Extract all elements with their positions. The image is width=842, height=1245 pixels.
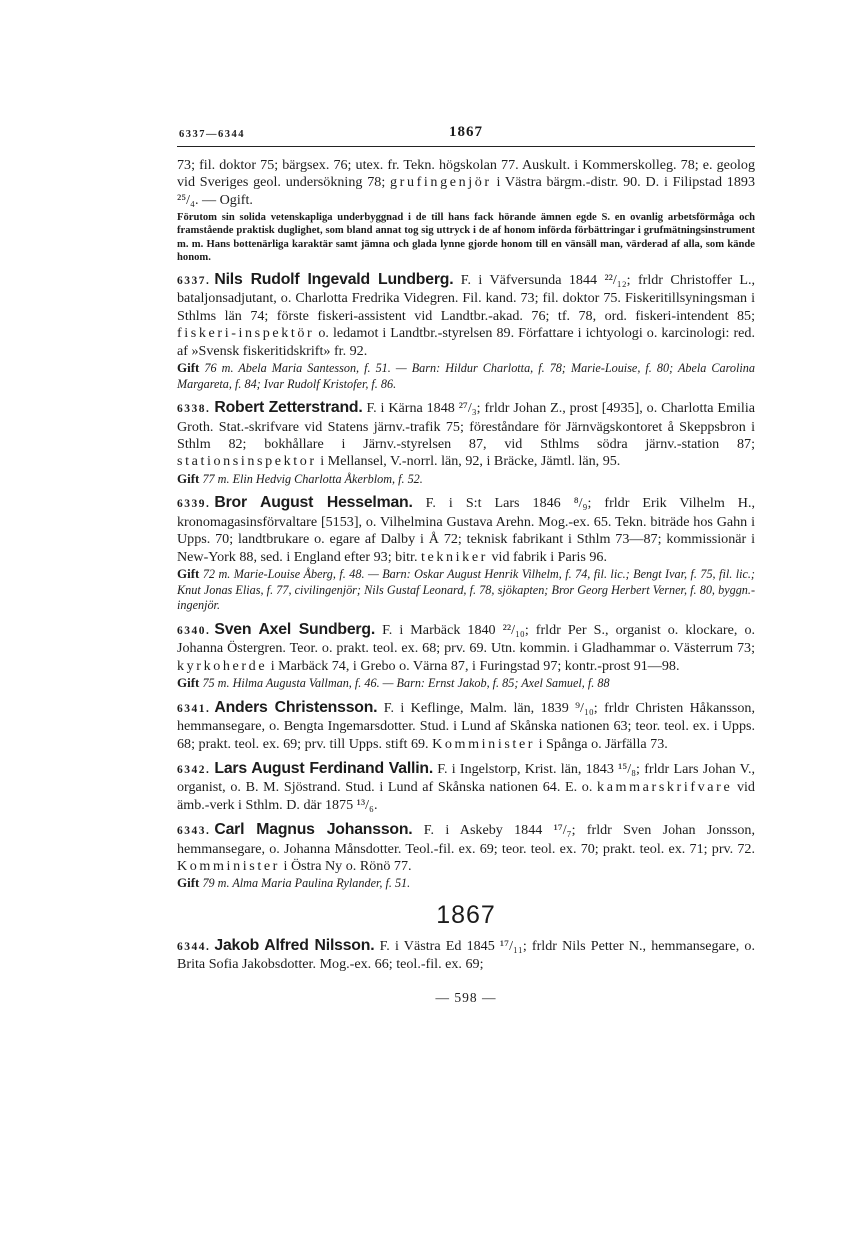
entry-6342: 6342. Lars August Ferdinand Vallin. F. i Ingelstorp, Krist. län, 1843 ¹⁵/₈; frldr Lars Johan V., organist, o. B. M. Sjöstrand. Stud. i Lund af Skånska nationen 64. E. o. kammarskrifvare vid ämb.-verk i Sthlm. D. där 1875 ¹³/₆. bbox=[177, 759, 755, 813]
entry-6337: 6337. Nils Rudolf Ingevald Lundberg. F. i Väfversunda 1844 ²²/₁₂; frldr Christoffer L., bataljonsadjutant, o. Charlotta Fredrika Videgren. Fil. kand. 73; fil. doktor 75. Fiskeritillsyningsman i Sthlms län 74; förste fiskeri-assistent vid Landtbr.-akad. 76; tf. 78, ord. fiskeri-intendent 85; fiskeri-inspektör o. ledamot i Landtbr.-styrelsen 89. Författare i ichtyologi o. karcinologi: red. af »Svensk fiskeritidskrift» fr. 92. Gift 76 m. Abela Maria Santesson, f. 51. — Barn: Hildur Charlotta, f. 78; Marie-Louise, f. 80; Abela Carolina Margareta, f. 84; Ivar Rudolf Kristofer, f. 86. bbox=[177, 271, 755, 391]
entry-number: 6341. bbox=[177, 702, 211, 715]
entry-6339: 6339. Bror August Hesselman. F. i S:t Lars 1846 ⁸/₉; frldr Erik Vilhelm H., kronomagasinsförvaltare [5153], o. Vilhelmina Gustava Arehn. Mog.-ex. 65. Tekn. biträde hos Gahn i Upps. 70; landtbrukare o. egare af Dalby i Å 72; teknisk fabrikant i Sthlm 73—87; kommissionär i New-York 88, sed. i England efter 93; bitr. tekniker vid fabrik i Paris 96. Gift 72 m. Marie-Louise Åberg, f. 48. — Barn: Oskar August Henrik Vilhelm, f. 74, fil. lic.; Bengt Ivar, f. 75, fil. lic.; Knut Jonas Elias, f. 77, civilingenjör; Nils Gustaf Leonard, f. 78, sjökapten; Bror Georg Herbert Verner, f. 80, byggn.-ingenjör. bbox=[177, 494, 756, 613]
obituary-note: Förutom sin solida vetenskapliga underbyggnad i de till hans fack hörande ämnen egde S. en ovanlig arbetsförmåga och framstående praktisk duglighet, som bland annat tog sig uttryck i de af honom införda förbättringar i grufmätningsinstrument m. m. Hans bottenärliga karaktär samt jämna och glada lynne gjorde honom till en vänsäll man, värderad af alla, som kände honom. bbox=[177, 212, 755, 263]
entry-number: 6340. bbox=[177, 624, 211, 637]
entry-number: 6339. bbox=[177, 498, 211, 511]
entry-name: Carl Magnus Johansson. bbox=[214, 821, 413, 839]
continued-entry: 73; fil. doktor 75; bärgsex. 76; utex. fr. Tekn. högskolan 77. Auskult. i Kommerskolleg. 78; e. geolog vid Sveriges geol. undersökning 78; grufingenjör i Västra bärgm.-distr. 90. D. i Filipstad 1893 ²⁵/₄. — Ogift. bbox=[177, 157, 755, 208]
marriage-line: Gift 75 m. Hilma Augusta Vallman, f. 46. — Barn: Ernst Jakob, f. 85; Axel Samuel, f. 88 bbox=[177, 675, 610, 691]
marriage-line: Gift 79 m. Alma Maria Paulina Rylander, f. 51. bbox=[177, 875, 411, 891]
entry-name: Jakob Alfred Nilsson. bbox=[214, 936, 375, 954]
running-head bbox=[177, 120, 755, 147]
entry-number: 6344. bbox=[177, 940, 211, 953]
entry-number: 6342. bbox=[177, 763, 211, 776]
entry-6340: 6340. Sven Axel Sundberg. F. i Marbäck 1840 ²²/₁₀; frldr Per S., organist o. klockare, o. Johanna Östergren. Teor. o. prakt. teol. ex. 68; prv. 69. Utn. kommin. i Gladhammar o. Västerrum 73; kyrkoherde i Marbäck 74, i Grebo o. Värna 87, i Furingstad 97; kontr.-prost 91—98. Gift 75 m. Hilma Augusta Vallman, f. 46. — Barn: Ernst Jakob, f. 85; Axel Samuel, f. 88 bbox=[177, 620, 756, 691]
entry-name: Bror August Hesselman. bbox=[214, 494, 413, 512]
entry-number: 6343. bbox=[177, 825, 211, 838]
entry-6338: 6338. Robert Zetterstrand. F. i Kärna 1848 ²⁷/₃; frldr Johan Z., prost [4935], o. Charlotta Emilia Groth. Stat.-skrifvare vid Statens järnv.-trafik 75; föreståndare för Järnvägskontoret å Skeppsbron i Sthlm 82; bokhållare i Järnv.-styrelsen 87, vid Sthlms södra järnv.-station 87; stationsinspektor i Mellansel, V.-norrl. län, 92, i Bräcke, Jämtl. län, 95. Gift 77 m. Elin Hedvig Charlotta Åkerblom, f. 52. bbox=[177, 399, 755, 486]
marriage-line: Gift 76 m. Abela Maria Santesson, f. 51. — Barn: Hildur Charlotta, f. 78; Marie-Louise, f. 80; Abela Carolina Margareta, f. 84; Ivar Rudolf Kristofer, f. 86. bbox=[177, 360, 755, 391]
marriage-line: Gift 72 m. Marie-Louise Åberg, f. 48. — Barn: Oskar August Henrik Vilhelm, f. 74, fil. lic.; Bengt Ivar, f. 75, fil. lic.; Knut Jonas Elias, f. 77, civilingenjör; Nils Gustaf Leonard, f. 78, sjökapten; Bror Georg Herbert Verner, f. 80, byggn.-ingenjör. bbox=[177, 566, 755, 613]
entry-number: 6338. bbox=[177, 403, 211, 416]
marriage-line: Gift 77 m. Elin Hedvig Charlotta Åkerblom, f. 52. bbox=[177, 470, 423, 486]
entry-name: Lars August Ferdinand Vallin. bbox=[214, 759, 434, 777]
entry-name: Robert Zetterstrand. bbox=[214, 399, 363, 417]
entry-name: Sven Axel Sundberg. bbox=[214, 620, 376, 638]
entry-6344: 6344. Jakob Alfred Nilsson. F. i Västra Ed 1845 ¹⁷/₁₁; frldr Nils Petter N., hemmansegare, o. Brita Sofia Jakobsdotter. Mog.-ex. 66; teol.-fil. ex. 69; bbox=[177, 936, 755, 973]
entry-name: Nils Rudolf Ingevald Lundberg. bbox=[214, 271, 454, 289]
entry-6343: 6343. Carl Magnus Johansson. F. i Askeby 1844 ¹⁷/₇; frldr Sven Johan Jonsson, hemmansegare, o. Johanna Månsdotter. Teol.-fil. ex. 69; teor. teol. ex. 70; prakt. teol. ex. 71; prv. 72. Komminister i Östra Ny o. Rönö 77. Gift 79 m. Alma Maria Paulina Rylander, f. 51. bbox=[177, 821, 755, 891]
entry-6341: 6341. Anders Christensson. F. i Keflinge, Malm. län, 1839 ⁹/₁₀; frldr Christen Håkansson, hemmansegare, o. Bengta Ingemarsdotter. Stud. i Lund af Skånska nationen 63; teor. teol. ex. i Upps. 68; prakt. teol. ex. 69; prv. till Upps. stift 69. Komminister i Spånga o. Järfälla 73. bbox=[177, 698, 756, 752]
section-year-heading: 1867 bbox=[436, 900, 496, 929]
entry-number: 6337. bbox=[177, 275, 211, 288]
page-number: — 598 — bbox=[435, 989, 497, 1005]
running-head-year: 1867 bbox=[449, 124, 483, 140]
entry-range: 6337—6344 bbox=[179, 129, 245, 140]
entry-name: Anders Christensson. bbox=[214, 698, 378, 716]
page bbox=[177, 120, 755, 1006]
